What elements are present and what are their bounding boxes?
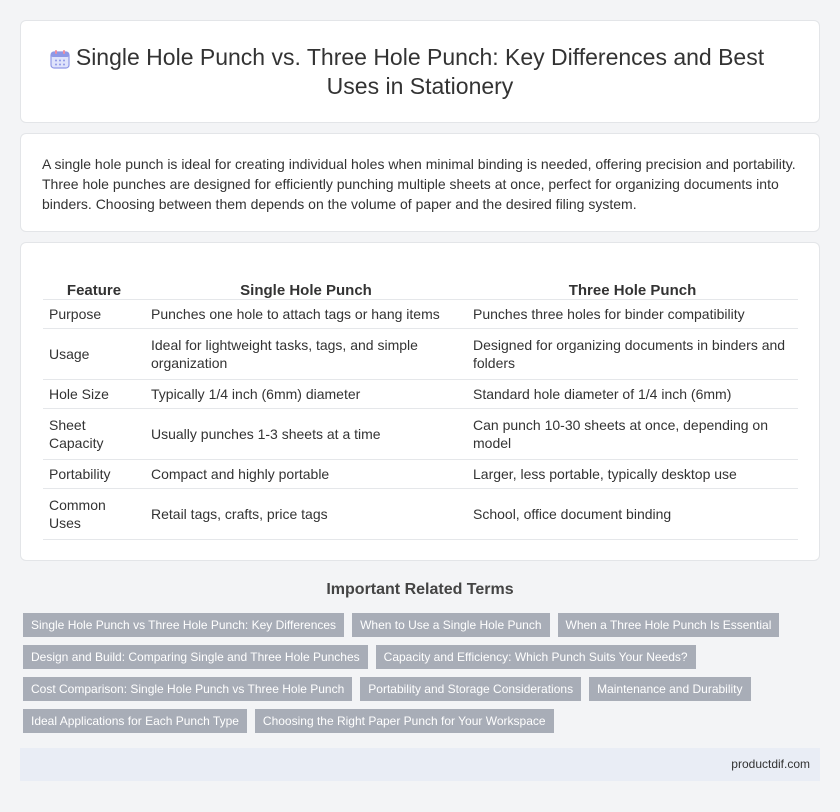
- row-feature: Common Uses: [43, 488, 145, 539]
- row-three: Punches three holes for binder compatibility: [467, 299, 798, 328]
- related-term-tag[interactable]: Capacity and Efficiency: Which Punch Suits Your Needs?: [376, 645, 696, 669]
- row-feature: Purpose: [43, 299, 145, 328]
- column-header-feature: Feature: [43, 273, 145, 299]
- related-term-tag[interactable]: When to Use a Single Hole Punch: [352, 613, 549, 637]
- table-row: [43, 379, 798, 408]
- tag-row: [23, 677, 823, 701]
- related-term-tag[interactable]: Design and Build: Comparing Single and Three Hole Punches: [23, 645, 368, 669]
- related-term-tag[interactable]: Single Hole Punch vs Three Hole Punch: Key Differences: [23, 613, 344, 637]
- row-three: School, office document binding: [467, 488, 798, 539]
- table-row: [43, 488, 798, 539]
- header-card: [20, 20, 820, 123]
- table-row: [43, 299, 798, 328]
- row-single: Punches one hole to attach tags or hang items: [145, 299, 467, 328]
- related-term-tag[interactable]: Portability and Storage Considerations: [360, 677, 581, 701]
- row-three: Designed for organizing documents in binders and folders: [467, 328, 798, 379]
- row-feature: Portability: [43, 459, 145, 488]
- row-single: Retail tags, crafts, price tags: [145, 488, 467, 539]
- tag-row: [23, 645, 823, 669]
- row-three: Standard hole diameter of 1/4 inch (6mm): [467, 379, 798, 408]
- tag-row: [23, 613, 823, 637]
- intro-paragraph: A single hole punch is ideal for creating individual holes when minimal binding is needed, offering precision and portability. Three hole punches are designed for efficiently punching multiple sheets at once, perfect for organizing documents into binders. Choosing between them depends on the volume of paper and the desired filing system.: [42, 156, 796, 212]
- table-row: [43, 408, 798, 459]
- row-single: Typically 1/4 inch (6mm) diameter: [145, 379, 467, 408]
- table-row: [43, 328, 798, 379]
- related-term-tag[interactable]: Maintenance and Durability: [589, 677, 750, 701]
- row-single: Usually punches 1-3 sheets at a time: [145, 408, 467, 459]
- table-header-row: [43, 273, 798, 299]
- row-feature: Usage: [43, 328, 145, 379]
- comparison-table-card: [20, 242, 820, 561]
- row-three: Can punch 10-30 sheets at once, depending on model: [467, 408, 798, 459]
- related-term-tag[interactable]: Choosing the Right Paper Punch for Your Workspace: [255, 709, 554, 733]
- row-three: Larger, less portable, typically desktop use: [467, 459, 798, 488]
- column-header-single: Single Hole Punch: [145, 273, 467, 299]
- page-title: Single Hole Punch vs. Three Hole Punch: Key Differences and Best Uses in Stationery: [75, 43, 765, 99]
- table-row: [43, 459, 798, 488]
- tag-row: [23, 709, 823, 733]
- related-terms-title: Important Related Terms: [326, 581, 514, 598]
- comparison-table: [43, 273, 798, 540]
- intro-card: [20, 133, 820, 232]
- row-single: Compact and highly portable: [145, 459, 467, 488]
- related-term-tag[interactable]: When a Three Hole Punch Is Essential: [558, 613, 780, 637]
- related-term-tag[interactable]: Ideal Applications for Each Punch Type: [23, 709, 247, 733]
- column-header-three: Three Hole Punch: [467, 273, 798, 299]
- title-wrap: [21, 21, 819, 122]
- footer: [20, 748, 820, 781]
- footer-site-link[interactable]: productdif.com: [731, 757, 810, 771]
- row-feature: Hole Size: [43, 379, 145, 408]
- related-term-tag[interactable]: Cost Comparison: Single Hole Punch vs Three Hole Punch: [23, 677, 352, 701]
- row-single: Ideal for lightweight tasks, tags, and simple organization: [145, 328, 467, 379]
- row-feature: Sheet Capacity: [43, 408, 145, 459]
- related-terms-list: [23, 613, 823, 741]
